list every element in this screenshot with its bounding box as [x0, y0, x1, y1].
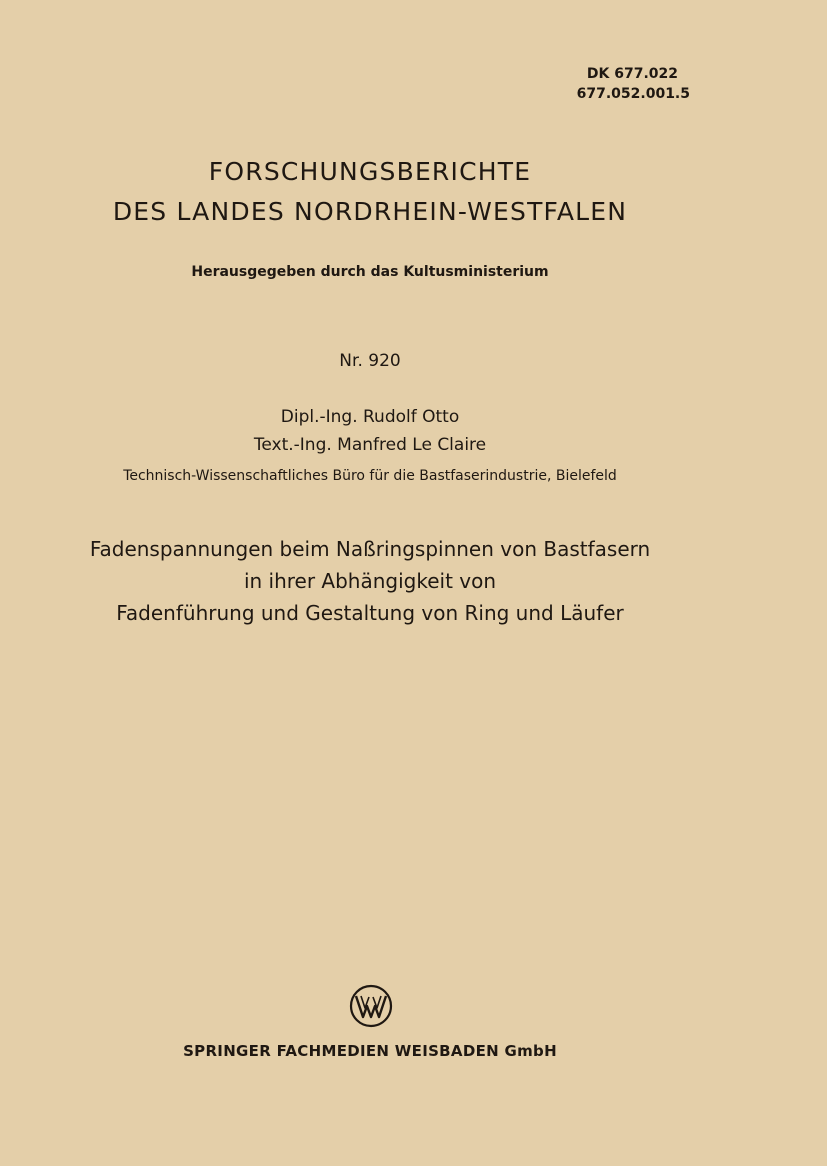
series-title-line-2: DES LANDES NORDRHEIN-WESTFALEN: [112, 197, 628, 226]
report-number: Nr. 920: [339, 351, 401, 371]
classification-code: [577, 64, 690, 104]
report-title-line-1: Fadenspannungen beim Naßringspinnen von Bastfasern: [89, 537, 651, 561]
publisher-w-logo-icon: [349, 984, 393, 1028]
author-1: Dipl.-Ing. Rudolf Otto: [280, 407, 460, 427]
classification-line-1: DK 677.022: [586, 66, 678, 82]
author-2: Text.-Ing. Manfred Le Claire: [253, 435, 487, 455]
series-title: [0, 152, 740, 232]
report-title-line-3: Fadenführung und Gestaltung von Ring und Läufer: [116, 601, 624, 625]
institution: Technisch-Wissenschaftliches Büro für die Bastfaserindustrie, Bielefeld: [123, 468, 617, 484]
report-title-line-2: in ihrer Abhängigkeit von: [243, 569, 497, 593]
editor-note: Herausgegeben durch das Kultusministerium: [191, 264, 549, 280]
series-title-line-1: FORSCHUNGSBERICHTE: [208, 157, 532, 186]
publisher-imprint: SPRINGER FACHMEDIEN WEISBADEN GmbH: [183, 1042, 557, 1060]
classification-line-2: 677.052.001.5: [576, 86, 690, 102]
report-title: [0, 533, 740, 629]
authors: [0, 403, 740, 459]
